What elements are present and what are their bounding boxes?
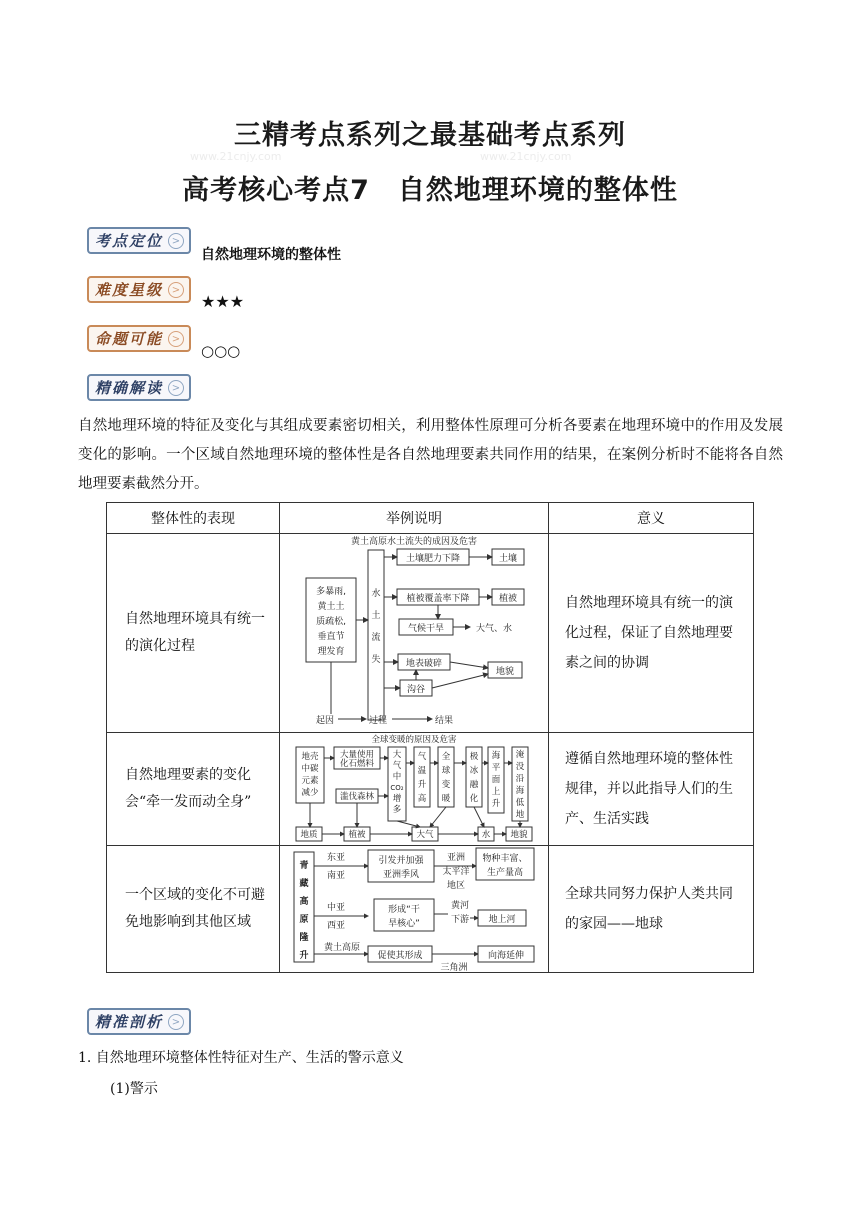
fig2-text: 温 <box>417 766 427 776</box>
fig2-text: 升 <box>491 799 501 809</box>
fig2-text: 面 <box>491 775 501 785</box>
figure-soil-erosion <box>280 534 548 732</box>
badge-label: 命题可能 <box>95 330 164 348</box>
fig2-bottom-text: 植被 <box>348 830 366 840</box>
table-cell-figure <box>280 534 549 733</box>
fig2-text: 减少 <box>301 788 319 798</box>
fig2-text: 中 <box>392 772 402 782</box>
likelihood-circles: ○○○ <box>201 342 241 360</box>
fig3-source-text: 原 <box>299 915 309 925</box>
table-row <box>107 733 754 846</box>
table-cell-left <box>107 733 280 846</box>
fig3-region: 东亚 <box>326 853 346 863</box>
fig3-effect-text: 引发并加强 <box>378 856 424 866</box>
fig2-text: 大量使用 <box>339 750 375 760</box>
fig2-text: 沿 <box>515 774 525 784</box>
fig1-cause-text: 质疏松, <box>316 617 346 627</box>
cell-text: 全球共同努力保护人类共同的家园——地球 <box>565 886 733 932</box>
fig2-text: 淹 <box>515 750 525 760</box>
fig2-bottom-text: 地貌 <box>510 830 528 840</box>
fig3-region: 西亚 <box>326 921 346 931</box>
fig2-text: 化石燃料 <box>339 759 375 769</box>
cell-text: 自然地理环境具有统一的演化过程 <box>125 611 265 654</box>
fig1-result-text: 地貌 <box>495 667 515 677</box>
fig1-legend: 过程 <box>369 716 388 726</box>
fig2-text: 上 <box>491 787 501 797</box>
fig1-box-text: 沟谷 <box>406 685 426 695</box>
fig2-text: 多 <box>392 805 402 815</box>
cell-text: 自然地理要素的变化会“牵一发而动全身” <box>125 767 252 810</box>
fig2-text: 没 <box>515 762 525 772</box>
watermark: www.21cnjy.com <box>190 150 282 163</box>
fig1-result-text: 植被 <box>498 594 518 604</box>
difficulty-stars: ★★★ <box>201 292 245 311</box>
watermark: www.21cnjy.com <box>480 150 572 163</box>
table-header-cell: 举例说明 <box>280 503 549 534</box>
fig1-cause-text: 多暴雨, <box>316 587 346 597</box>
arrow-circle-icon: > <box>168 331 184 347</box>
fig3-effect-text: 促使其形成 <box>377 951 423 961</box>
table-header-cell: 意义 <box>549 503 754 534</box>
fig3-mid-text: 三角洲 <box>440 963 468 972</box>
badge-kaodian <box>87 227 191 254</box>
fig1-process-text: 流 <box>371 633 381 643</box>
fig2-text: 暖 <box>441 794 451 804</box>
arrow-circle-icon: > <box>168 1014 184 1030</box>
fig2-text: 海 <box>515 786 525 796</box>
fig2-text: 海 <box>491 751 501 761</box>
fig1-box-text: 植被覆盖率下降 <box>406 594 470 604</box>
arrow-circle-icon: > <box>168 233 184 249</box>
fig2-text: 气 <box>417 752 427 762</box>
fig1-legend: 结果 <box>435 716 454 726</box>
fig1-legend: 起因 <box>316 716 335 726</box>
fig1-process-text: 失 <box>371 655 381 665</box>
fig3-mid-text: 下游 <box>450 915 470 925</box>
fig2-text: 高 <box>417 794 427 804</box>
fig2-text: 增 <box>392 794 402 804</box>
fig3-mid-text: 黄河 <box>450 901 470 911</box>
fig1-box-text: 土壤肥力下降 <box>405 554 461 564</box>
fig3-source-text: 高 <box>299 897 309 907</box>
fig1-process-text: 土 <box>371 611 381 621</box>
table-cell-right <box>549 733 754 846</box>
fig2-text: 元素 <box>301 776 319 786</box>
title-line-1: 三精考点系列之最基础考点系列 <box>234 120 626 151</box>
fig2-bottom-text: 水 <box>481 830 491 840</box>
table-cell-left <box>107 846 280 973</box>
fig1-box-text: 地表破碎 <box>405 659 443 669</box>
title-line-2: 高考核心考点7 自然地理环境的整体性 <box>182 175 678 206</box>
fig2-title: 全球变暖的原因及危害 <box>371 735 457 745</box>
fig2-text: 全 <box>441 752 451 762</box>
summary-table <box>106 502 754 973</box>
fig2-text: 气 <box>392 761 402 771</box>
fig2-text: 升 <box>417 780 427 790</box>
fig3-mid-text: 太平洋 <box>442 867 470 877</box>
fig2-text: 冰 <box>469 766 479 776</box>
badge-jingzhun <box>87 1008 191 1035</box>
fig3-mid-text: 亚洲 <box>446 853 466 863</box>
fig1-cause-text: 理发育 <box>317 647 345 657</box>
fig2-text: 地壳 <box>301 752 319 762</box>
fig1-title: 黄土高原水土流失的成因及危害 <box>350 537 478 547</box>
intro-paragraph: 自然地理环境的特征及变化与其组成要素密切相关，利用整体性原理可分析各要素在地理环境中的作用及发展变化的影响。一个区域自然地理环境的整体性是各自然地理要素共同作用的结果，在案例分析时不能将各自然地理要素截然分开。 <box>78 418 783 492</box>
subsection-heading: (1)警示 <box>110 1081 158 1097</box>
table-cell-figure <box>280 733 549 846</box>
table-row <box>107 846 754 973</box>
cell-text: 遵循自然地理环境的整体性规律，并以此指导人们的生产、生活实践 <box>565 751 733 827</box>
fig2-text: 大 <box>392 750 402 760</box>
fig1-box-text: 气候干旱 <box>407 624 445 634</box>
fig2-text: 球 <box>441 766 451 776</box>
fig3-outcome-text: 物种丰富、 <box>482 854 528 864</box>
fig2-text: 变 <box>441 780 451 790</box>
badge-jingque <box>87 374 191 401</box>
fig3-region: 南亚 <box>326 871 346 881</box>
table-cell-left <box>107 534 280 733</box>
fig3-source-text: 青 <box>299 861 309 871</box>
fig2-text: 融 <box>469 780 479 790</box>
table-header-row <box>107 503 754 534</box>
badge-nandu <box>87 276 191 303</box>
fig3-mid-text: 地区 <box>446 881 466 891</box>
fig2-bottom-text: 大气 <box>416 830 434 840</box>
fig3-outcome-text: 向海延伸 <box>487 951 525 961</box>
section-heading: 1. 自然地理环境整体性特征对生产、生活的警示意义 <box>78 1050 404 1066</box>
fig3-region: 黄土高原 <box>323 943 361 953</box>
arrow-circle-icon: > <box>168 282 184 298</box>
cell-text: 自然地理环境具有统一的演化过程，保证了自然地理要素之间的协调 <box>565 595 733 671</box>
fig2-text: 极 <box>469 752 479 762</box>
fig2-text: 地 <box>515 810 525 820</box>
fig1-result-text: 大气、水 <box>475 624 513 634</box>
fig2-text: 中碳 <box>301 764 319 774</box>
figure-tibet-uplift <box>280 846 548 972</box>
table-row <box>107 534 754 733</box>
fig3-effect-text: 形成“干 <box>388 905 420 915</box>
fig1-cause-text: 垂直节 <box>317 632 345 642</box>
fig3-outcome-text: 地上河 <box>488 915 516 925</box>
table-cell-right <box>549 846 754 973</box>
fig3-source-text: 升 <box>299 951 309 961</box>
cell-text: 一个区域的变化不可避免地影响到其他区域 <box>125 887 265 930</box>
fig1-cause-text: 黄土土 <box>317 602 345 612</box>
badge-label: 精确解读 <box>95 379 164 397</box>
fig1-process-text: 水 <box>371 589 381 599</box>
fig3-region: 中亚 <box>326 903 346 913</box>
badge-mingti <box>87 325 191 352</box>
fig2-text: 滥伐森林 <box>339 792 375 802</box>
badge-label: 难度星级 <box>95 281 164 299</box>
table-cell-right <box>549 534 754 733</box>
fig3-source-text: 藏 <box>299 879 309 889</box>
fig2-text: 低 <box>515 798 525 808</box>
badge-label: 考点定位 <box>95 232 164 250</box>
fig3-source-text: 隆 <box>299 933 309 943</box>
arrow-circle-icon: > <box>168 380 184 396</box>
table-cell-figure <box>280 846 549 973</box>
table-header-cell: 整体性的表现 <box>107 503 280 534</box>
fig3-effect-text: 旱核心” <box>388 919 420 929</box>
fig3-outcome-text: 生产量高 <box>486 868 524 878</box>
badge-label: 精准剖析 <box>95 1013 164 1031</box>
fig3-effect-text: 亚洲季风 <box>382 870 420 880</box>
fig2-text: 化 <box>469 794 479 804</box>
fig2-bottom-text: 地质 <box>300 830 318 840</box>
fig1-result-text: 土壤 <box>498 554 518 564</box>
topic-value: 自然地理环境的整体性 <box>201 247 341 263</box>
figure-global-warming <box>280 733 548 845</box>
fig2-text: 平 <box>491 763 501 773</box>
fig2-text: CO₂ <box>390 784 404 792</box>
